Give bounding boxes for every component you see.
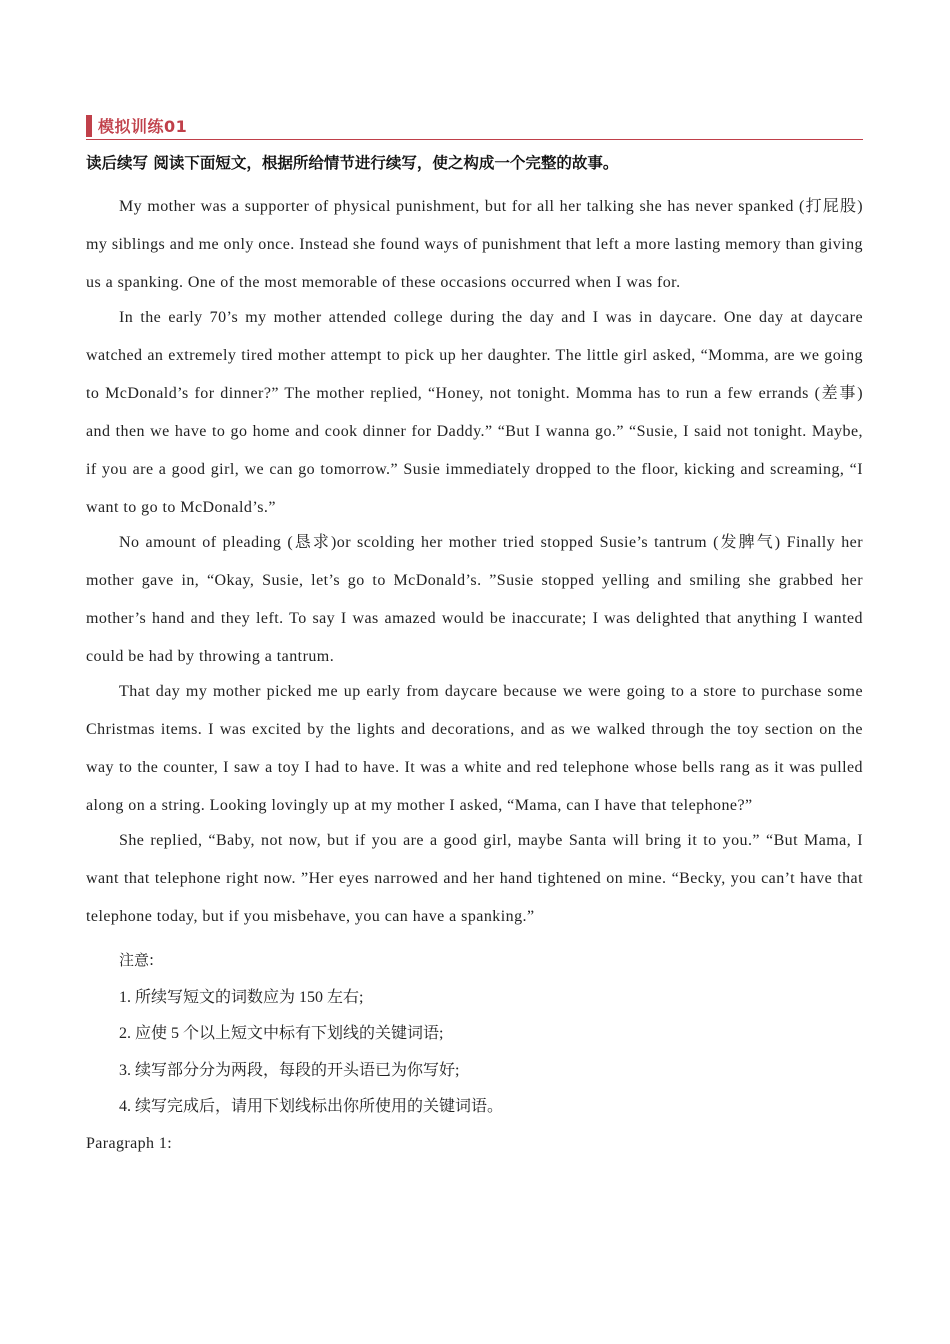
note-item-1: 1. 所续写短文的词数应为 150 左右; bbox=[119, 988, 364, 1006]
passage-paragraph-3: No amount of pleading (恳求)or scolding her mother tried stopped Susie’s tantrum (发脾气) Finally her mother gave in, “Okay, Susie, let’s go to McDonald’s. ”Susie stopped yelling and smiling she grabbed her mother’s hand and they left. To say I was amazed would be inaccurate; I was delighted that anything I wanted could be had by throwing a tantrum. bbox=[86, 534, 863, 665]
section-title: 模拟训练01 bbox=[98, 117, 188, 136]
notes-label: 注意: bbox=[119, 951, 155, 969]
passage-paragraph-5: She replied, “Baby, not now, but if you are a good girl, maybe Santa will bring it to you.” “But Mama, I want that telephone right now. ”Her eyes narrowed and her hand tightened on mine. “Becky, you can’t have that telephone today, but if you misbehave, you can have a spanking.” bbox=[86, 832, 863, 925]
paragraph-1-label: Paragraph 1: bbox=[86, 1134, 173, 1152]
section-header bbox=[86, 112, 863, 140]
task-instruction: 读后续写 阅读下面短文，根据所给情节进行续写，使之构成一个完整的故事。 bbox=[86, 154, 619, 172]
passage-paragraph-4: That day my mother picked me up early from daycare because we were going to a store to purchase some Christmas items. I was excited by the lights and decorations, and as we walked through the toy section on the way to the counter, I saw a toy I had to have. It was a white and red telephone whose bells rang as it was pulled along on a string. Looking lovingly up at my mother I asked, “Mama, can I have that telephone?” bbox=[86, 683, 863, 814]
passage-paragraph-1: My mother was a supporter of physical punishment, but for all her talking she has never spanked (打屁股) my siblings and me only once. Instead she found ways of punishment that left a more lasting memory than giving us a spanking. One of the most memorable of these occasions occurred when I was for. bbox=[86, 198, 863, 291]
note-item-3: 3. 续写部分分为两段，每段的开头语已为你写好; bbox=[119, 1061, 460, 1079]
note-item-4: 4. 续写完成后，请用下划线标出你所使用的关键词语。 bbox=[119, 1098, 504, 1115]
passage-paragraph-2: In the early 70’s my mother attended college during the day and I was in daycare. One day at daycare watched an extremely tired mother attempt to pick up her daughter. The little girl asked, “Momma, are we going to McDonald’s for dinner?” The mother replied, “Honey, not tonight. Momma has to run a few errands (差事) and then we have to go home and cook dinner for Daddy.” “But I wanna go.” “Susie, I said not tonight. Maybe, if you are a good girl, we can go tomorrow.” Susie immediately dropped to the floor, kicking and screaming, “I want to go to McDonald’s.” bbox=[86, 309, 863, 516]
reading-passage bbox=[86, 188, 863, 936]
document-page bbox=[86, 112, 863, 1162]
note-item-2: 2. 应使 5 个以上短文中标有下划线的关键词语; bbox=[119, 1025, 444, 1042]
section-accent-bar bbox=[86, 115, 92, 137]
notes-section bbox=[86, 942, 863, 1126]
